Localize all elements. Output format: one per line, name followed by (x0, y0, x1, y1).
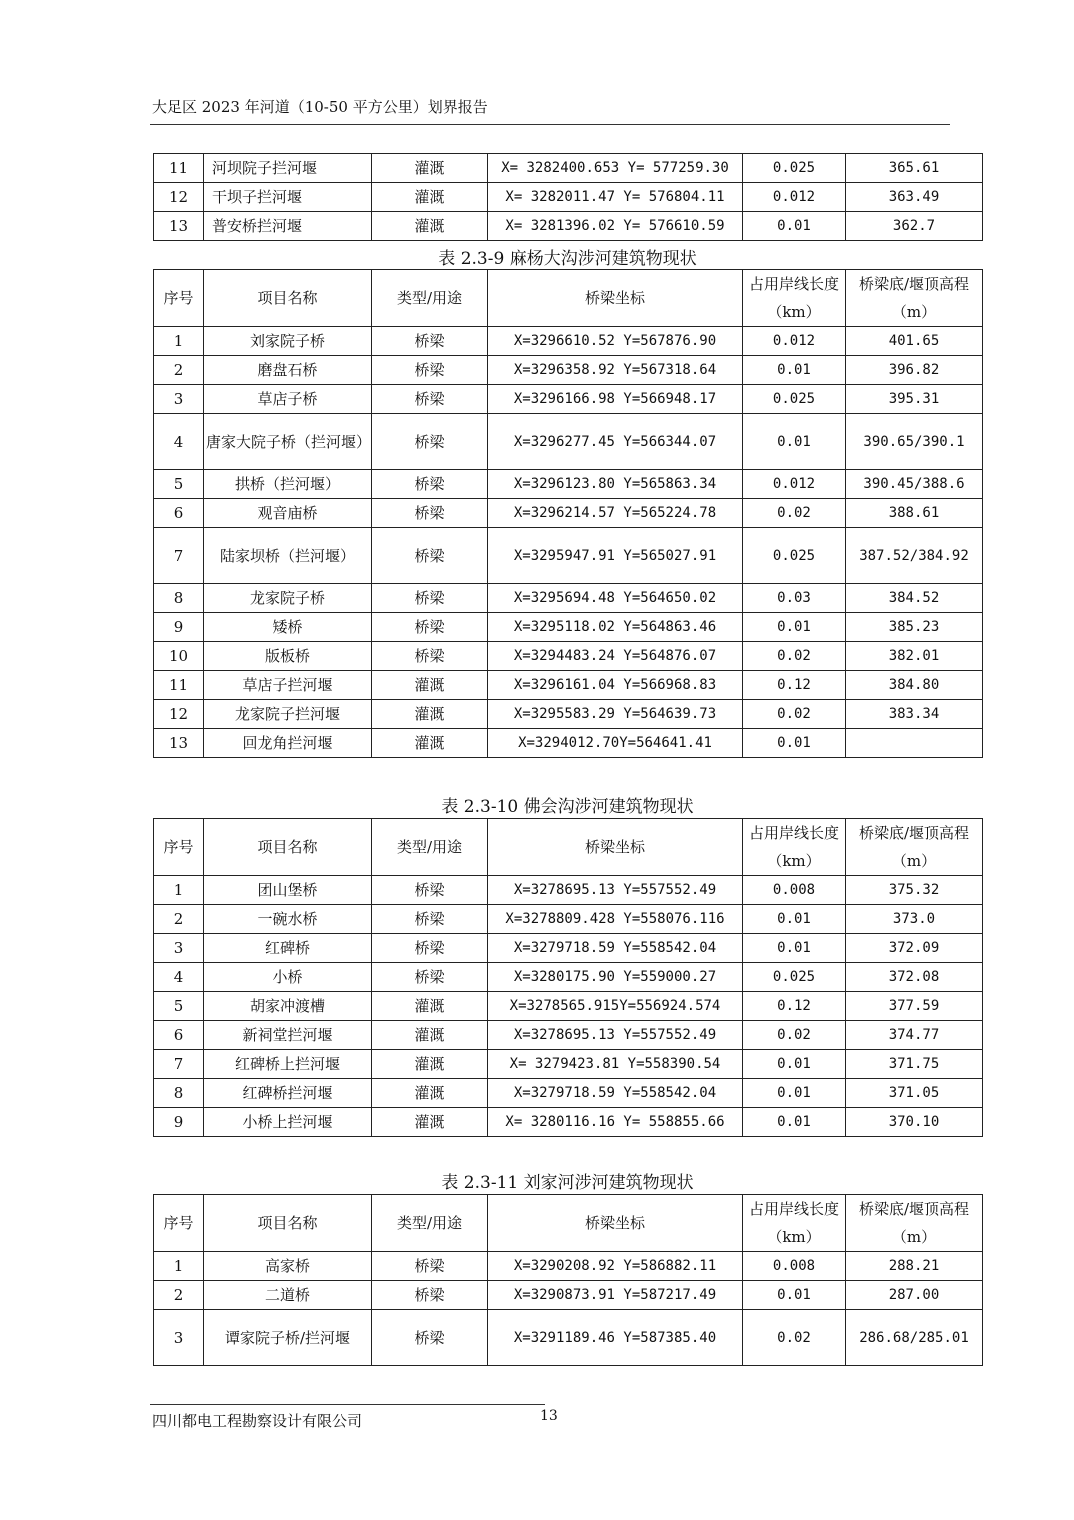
cell-type: 灌溉 (372, 1021, 488, 1050)
cell-type: 灌溉 (372, 212, 488, 241)
cell-type: 桥梁 (372, 1310, 488, 1366)
cell-elevation: 396.82 (846, 356, 983, 385)
table-2-3-9 (153, 269, 983, 758)
cell-name: 红碑桥上拦河堰 (204, 1050, 372, 1079)
cell-type: 灌溉 (372, 729, 488, 758)
header-cell-index: 序号 (154, 1195, 204, 1252)
cell-length: 0.025 (743, 385, 846, 414)
cell-length: 0.025 (743, 963, 846, 992)
table-body (154, 327, 983, 758)
cell-name: 小桥 (204, 963, 372, 992)
header-cell-type: 类型/用途 (372, 1195, 488, 1252)
cell-coordinates: X=3295118.02 Y=564863.46 (488, 613, 743, 642)
cell-coordinates: X=3278695.13 Y=557552.49 (488, 1021, 743, 1050)
cell-elevation: 363.49 (846, 183, 983, 212)
cell-length: 0.03 (743, 584, 846, 613)
table-header (154, 819, 983, 876)
cell-coordinates: X=3278809.428 Y=558076.116 (488, 905, 743, 934)
cell-elevation: 401.65 (846, 327, 983, 356)
cell-elevation: 382.01 (846, 642, 983, 671)
cell-name: 龙家院子拦河堰 (204, 700, 372, 729)
header-cell-length: 占用岸线长度（km） (743, 270, 846, 327)
cell-coordinates: X= 3280116.16 Y= 558855.66 (488, 1108, 743, 1137)
cell-index: 5 (154, 470, 204, 499)
cell-index: 10 (154, 642, 204, 671)
cell-elevation: 374.77 (846, 1021, 983, 1050)
cell-elevation: 384.80 (846, 671, 983, 700)
cell-elevation: 371.75 (846, 1050, 983, 1079)
cell-elevation: 388.61 (846, 499, 983, 528)
cell-coordinates: X=3296610.52 Y=567876.90 (488, 327, 743, 356)
table-row (154, 470, 983, 499)
cell-name: 干坝子拦河堰 (204, 183, 372, 212)
cell-length: 0.02 (743, 499, 846, 528)
cell-length: 0.025 (743, 154, 846, 183)
cell-name: 团山堡桥 (204, 876, 372, 905)
cell-length: 0.01 (743, 356, 846, 385)
header-row (154, 819, 983, 876)
table-row (154, 183, 983, 212)
cell-elevation: 390.65/390.1 (846, 414, 983, 470)
cell-type: 灌溉 (372, 992, 488, 1021)
cell-type: 桥梁 (372, 528, 488, 584)
cell-index: 3 (154, 385, 204, 414)
cell-type: 桥梁 (372, 499, 488, 528)
cell-name: 高家桥 (204, 1252, 372, 1281)
table-row (154, 963, 983, 992)
cell-type: 灌溉 (372, 1108, 488, 1137)
table-continuation (153, 153, 983, 241)
cell-name: 一碗水桥 (204, 905, 372, 934)
cell-type: 桥梁 (372, 356, 488, 385)
cell-index: 1 (154, 327, 204, 356)
cell-index: 4 (154, 414, 204, 470)
cell-coordinates: X= 3279423.81 Y=558390.54 (488, 1050, 743, 1079)
table-row (154, 1310, 983, 1366)
table-row (154, 1021, 983, 1050)
cell-type: 桥梁 (372, 1252, 488, 1281)
cell-elevation: 377.59 (846, 992, 983, 1021)
cell-index: 8 (154, 1079, 204, 1108)
cell-length: 0.01 (743, 1079, 846, 1108)
cell-index: 3 (154, 934, 204, 963)
cell-elevation: 395.31 (846, 385, 983, 414)
header-cell-type: 类型/用途 (372, 819, 488, 876)
cell-type: 桥梁 (372, 1281, 488, 1310)
cell-name: 拱桥（拦河堰） (204, 470, 372, 499)
cell-length: 0.12 (743, 671, 846, 700)
header-cell-name: 项目名称 (204, 819, 372, 876)
cell-coordinates: X=3290208.92 Y=586882.11 (488, 1252, 743, 1281)
cell-coordinates: X=3295583.29 Y=564639.73 (488, 700, 743, 729)
table-row (154, 499, 983, 528)
cell-elevation: 375.32 (846, 876, 983, 905)
header-cell-coordinates: 桥梁坐标 (488, 819, 743, 876)
table-row (154, 154, 983, 183)
cell-coordinates: X=3295694.48 Y=564650.02 (488, 584, 743, 613)
page-number: 13 (540, 1408, 558, 1424)
table-body (154, 154, 983, 241)
cell-elevation (846, 729, 983, 758)
header-cell-type: 类型/用途 (372, 270, 488, 327)
header-row (154, 270, 983, 327)
cell-type: 桥梁 (372, 876, 488, 905)
cell-coordinates: X=3296358.92 Y=567318.64 (488, 356, 743, 385)
cell-name: 陆家坝桥（拦河堰） (204, 528, 372, 584)
table-row (154, 1050, 983, 1079)
cell-elevation: 370.10 (846, 1108, 983, 1137)
table-row (154, 729, 983, 758)
cell-index: 3 (154, 1310, 204, 1366)
cell-name: 矮桥 (204, 613, 372, 642)
cell-index: 4 (154, 963, 204, 992)
cell-coordinates: X=3296277.45 Y=566344.07 (488, 414, 743, 470)
header-cell-name: 项目名称 (204, 270, 372, 327)
cell-index: 13 (154, 212, 204, 241)
cell-length: 0.01 (743, 1281, 846, 1310)
cell-length: 0.01 (743, 414, 846, 470)
footer-company: 四川都电工程勘察设计有限公司 (152, 1412, 363, 1430)
table-2-3-11 (153, 1194, 983, 1366)
cell-name: 红碑桥 (204, 934, 372, 963)
cell-type: 桥梁 (372, 414, 488, 470)
header-rule (150, 124, 950, 125)
cell-length: 0.012 (743, 470, 846, 499)
cell-type: 桥梁 (372, 327, 488, 356)
cell-elevation: 362.7 (846, 212, 983, 241)
cell-name: 磨盘石桥 (204, 356, 372, 385)
table-2-3-10 (153, 818, 983, 1137)
cell-name: 小桥上拦河堰 (204, 1108, 372, 1137)
cell-length: 0.02 (743, 1310, 846, 1366)
cell-name: 刘家院子桥 (204, 327, 372, 356)
cell-length: 0.008 (743, 1252, 846, 1281)
cell-coordinates: X=3278565.915Y=556924.574 (488, 992, 743, 1021)
header-cell-length: 占用岸线长度（km） (743, 1195, 846, 1252)
cell-length: 0.01 (743, 1108, 846, 1137)
cell-length: 0.008 (743, 876, 846, 905)
cell-index: 6 (154, 1021, 204, 1050)
cell-type: 灌溉 (372, 154, 488, 183)
cell-type: 桥梁 (372, 584, 488, 613)
cell-length: 0.02 (743, 1021, 846, 1050)
cell-length: 0.01 (743, 613, 846, 642)
cell-elevation: 372.08 (846, 963, 983, 992)
cell-index: 2 (154, 356, 204, 385)
cell-index: 1 (154, 876, 204, 905)
header-cell-coordinates: 桥梁坐标 (488, 270, 743, 327)
cell-elevation: 286.68/285.01 (846, 1310, 983, 1366)
cell-name: 草店子拦河堰 (204, 671, 372, 700)
footer-rule (150, 1404, 545, 1405)
cell-length: 0.01 (743, 905, 846, 934)
cell-name: 回龙角拦河堰 (204, 729, 372, 758)
header-cell-name: 项目名称 (204, 1195, 372, 1252)
cell-name: 龙家院子桥 (204, 584, 372, 613)
table-row (154, 613, 983, 642)
cell-type: 桥梁 (372, 963, 488, 992)
cell-name: 普安桥拦河堰 (204, 212, 372, 241)
cell-coordinates: X=3296161.04 Y=566968.83 (488, 671, 743, 700)
cell-type: 桥梁 (372, 642, 488, 671)
cell-index: 2 (154, 1281, 204, 1310)
cell-elevation: 373.0 (846, 905, 983, 934)
cell-coordinates: X=3296123.80 Y=565863.34 (488, 470, 743, 499)
cell-name: 草店子桥 (204, 385, 372, 414)
cell-coordinates: X=3279718.59 Y=558542.04 (488, 934, 743, 963)
cell-type: 桥梁 (372, 385, 488, 414)
cell-elevation: 371.05 (846, 1079, 983, 1108)
cell-type: 桥梁 (372, 905, 488, 934)
table-caption-2-3-11: 表 2.3-11 刘家河涉河建筑物现状 (441, 1173, 694, 1193)
table-row (154, 992, 983, 1021)
header-cell-coordinates: 桥梁坐标 (488, 1195, 743, 1252)
cell-elevation: 385.23 (846, 613, 983, 642)
cell-coordinates: X=3279718.59 Y=558542.04 (488, 1079, 743, 1108)
cell-type: 桥梁 (372, 613, 488, 642)
cell-length: 0.025 (743, 528, 846, 584)
table-body (154, 876, 983, 1137)
table-row (154, 1252, 983, 1281)
cell-coordinates: X=3296214.57 Y=565224.78 (488, 499, 743, 528)
cell-type: 灌溉 (372, 700, 488, 729)
table-row (154, 934, 983, 963)
table-row (154, 1079, 983, 1108)
cell-index: 12 (154, 183, 204, 212)
cell-length: 0.02 (743, 700, 846, 729)
cell-elevation: 288.21 (846, 1252, 983, 1281)
cell-index: 9 (154, 1108, 204, 1137)
cell-elevation: 390.45/388.6 (846, 470, 983, 499)
cell-name: 唐家大院子桥（拦河堰） (204, 414, 372, 470)
cell-type: 灌溉 (372, 183, 488, 212)
cell-index: 7 (154, 1050, 204, 1079)
cell-type: 灌溉 (372, 1079, 488, 1108)
cell-type: 桥梁 (372, 934, 488, 963)
cell-coordinates: X=3291189.46 Y=587385.40 (488, 1310, 743, 1366)
table-row (154, 528, 983, 584)
cell-coordinates: X= 3282011.47 Y= 576804.11 (488, 183, 743, 212)
cell-index: 13 (154, 729, 204, 758)
table-row (154, 700, 983, 729)
cell-name: 版板桥 (204, 642, 372, 671)
cell-length: 0.12 (743, 992, 846, 1021)
table-row (154, 212, 983, 241)
cell-coordinates: X=3280175.90 Y=559000.27 (488, 963, 743, 992)
table-row (154, 327, 983, 356)
header-cell-elevation: 桥梁底/堰顶高程（m） (846, 270, 983, 327)
cell-elevation: 387.52/384.92 (846, 528, 983, 584)
cell-type: 桥梁 (372, 470, 488, 499)
cell-name: 二道桥 (204, 1281, 372, 1310)
table-row (154, 584, 983, 613)
page-header: 大足区 2023 年河道（10-50 平方公里）划界报告 (152, 98, 488, 116)
table-row (154, 905, 983, 934)
table-row (154, 385, 983, 414)
cell-index: 11 (154, 154, 204, 183)
table-header (154, 1195, 983, 1252)
cell-length: 0.012 (743, 183, 846, 212)
cell-name: 胡家冲渡槽 (204, 992, 372, 1021)
cell-length: 0.01 (743, 934, 846, 963)
table-row (154, 356, 983, 385)
cell-name: 观音庙桥 (204, 499, 372, 528)
cell-index: 5 (154, 992, 204, 1021)
cell-length: 0.01 (743, 729, 846, 758)
cell-coordinates: X=3294012.70Y=564641.41 (488, 729, 743, 758)
table-row (154, 642, 983, 671)
cell-index: 6 (154, 499, 204, 528)
table-header (154, 270, 983, 327)
cell-index: 1 (154, 1252, 204, 1281)
cell-name: 河坝院子拦河堰 (204, 154, 372, 183)
header-cell-elevation: 桥梁底/堰顶高程（m） (846, 1195, 983, 1252)
cell-length: 0.01 (743, 212, 846, 241)
cell-index: 7 (154, 528, 204, 584)
table-row (154, 1108, 983, 1137)
table-row (154, 671, 983, 700)
cell-coordinates: X=3290873.91 Y=587217.49 (488, 1281, 743, 1310)
header-cell-length: 占用岸线长度（km） (743, 819, 846, 876)
table-body (154, 1252, 983, 1366)
table-row (154, 1281, 983, 1310)
cell-type: 灌溉 (372, 1050, 488, 1079)
cell-name: 谭家院子桥/拦河堰 (204, 1310, 372, 1366)
table-caption-2-3-10: 表 2.3-10 佛会沟涉河建筑物现状 (441, 797, 694, 817)
cell-index: 12 (154, 700, 204, 729)
table-row (154, 876, 983, 905)
cell-elevation: 384.52 (846, 584, 983, 613)
cell-length: 0.02 (743, 642, 846, 671)
cell-elevation: 365.61 (846, 154, 983, 183)
cell-elevation: 383.34 (846, 700, 983, 729)
cell-name: 新祠堂拦河堰 (204, 1021, 372, 1050)
cell-index: 11 (154, 671, 204, 700)
cell-elevation: 372.09 (846, 934, 983, 963)
cell-coordinates: X=3296166.98 Y=566948.17 (488, 385, 743, 414)
table-caption-2-3-9: 表 2.3-9 麻杨大沟涉河建筑物现状 (438, 249, 697, 269)
cell-coordinates: X=3294483.24 Y=564876.07 (488, 642, 743, 671)
cell-coordinates: X=3295947.91 Y=565027.91 (488, 528, 743, 584)
header-cell-index: 序号 (154, 819, 204, 876)
cell-length: 0.01 (743, 1050, 846, 1079)
header-cell-elevation: 桥梁底/堰顶高程（m） (846, 819, 983, 876)
header-cell-index: 序号 (154, 270, 204, 327)
header-row (154, 1195, 983, 1252)
cell-index: 8 (154, 584, 204, 613)
cell-coordinates: X=3278695.13 Y=557552.49 (488, 876, 743, 905)
cell-length: 0.012 (743, 327, 846, 356)
cell-index: 9 (154, 613, 204, 642)
cell-coordinates: X= 3282400.653 Y= 577259.30 (488, 154, 743, 183)
cell-index: 2 (154, 905, 204, 934)
table-row (154, 414, 983, 470)
cell-elevation: 287.00 (846, 1281, 983, 1310)
cell-coordinates: X= 3281396.02 Y= 576610.59 (488, 212, 743, 241)
cell-name: 红碑桥拦河堰 (204, 1079, 372, 1108)
cell-type: 灌溉 (372, 671, 488, 700)
